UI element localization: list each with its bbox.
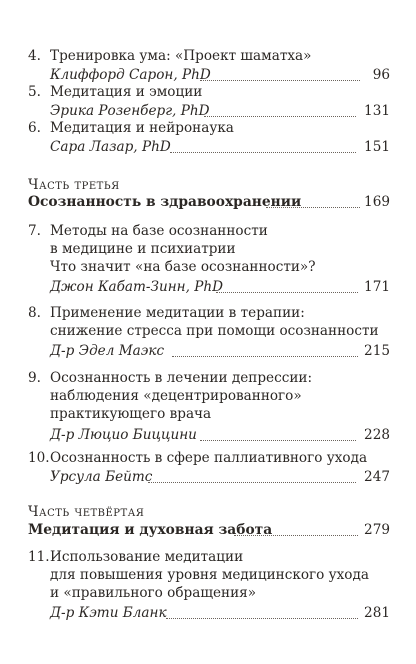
entry-author: Д-р Люцио Биццини (50, 427, 197, 443)
entry-author: Д-р Эдел Маэкс (50, 343, 165, 359)
leader-dots (234, 535, 358, 536)
entry-title: Медитация и нейронаука (50, 120, 234, 136)
entry-number: 8. (28, 305, 41, 321)
entry-title-line: Методы на базе осознанности (50, 223, 268, 239)
entry-page: 247 (364, 469, 390, 485)
entry-title-line: наблюдения «децентрированного» (50, 388, 302, 404)
entry-number: 5. (28, 84, 41, 100)
entry-title-line: снижение стресса при помощи осознанности (50, 323, 379, 339)
entry-title-line: Что значит «на базе осознанности»? (50, 259, 316, 275)
leader-dots (204, 116, 356, 117)
leader-dots (200, 440, 356, 441)
leader-dots (166, 618, 358, 619)
entry-number: 11. (28, 549, 50, 565)
entry-title-line: практикующего врача (50, 406, 212, 422)
entry-author: Клиффорд Сарон, PhD (50, 67, 211, 83)
entry-page: 151 (364, 139, 390, 155)
entry-author: Сара Лазар, PhD (50, 139, 171, 155)
part-label: Часть третья (28, 177, 120, 193)
entry-title-line: для повышения уровня медицинского ухода (50, 567, 369, 583)
leader-dots (170, 152, 356, 153)
entry-number: 6. (28, 120, 41, 136)
part-page: 279 (364, 522, 390, 538)
part-label: Часть четвёртая (28, 504, 145, 520)
entry-page: 228 (364, 427, 390, 443)
part-page: 169 (364, 194, 390, 210)
leader-dots (172, 356, 358, 357)
entry-number: 9. (28, 370, 41, 386)
entry-number: 10. (28, 450, 50, 466)
entry-title-line: Использование медитации (50, 549, 244, 565)
entry-number: 7. (28, 223, 41, 239)
entry-author: Урсула Бейтс (50, 469, 153, 485)
entry-title: Тренировка ума: «Проект шаматха» (50, 48, 312, 64)
leader-dots (148, 482, 356, 483)
leader-dots (266, 207, 360, 208)
entry-author: Джон Кабат-Зинн, PhD (50, 279, 224, 295)
entry-page: 131 (364, 103, 390, 119)
entry-number: 4. (28, 48, 41, 64)
leader-dots (200, 80, 360, 81)
entry-page: 171 (364, 279, 390, 295)
entry-title-line: и «правильного обращения» (50, 585, 257, 601)
part-title: Осознанность в здравоохранении (28, 194, 302, 210)
entry-title-line: в медицине и психиатрии (50, 241, 236, 257)
entry-title: Медитация и эмоции (50, 84, 203, 100)
entry-author: Эрика Розенберг, PhD (50, 103, 210, 119)
entry-author: Д-р Кэти Бланк (50, 605, 167, 621)
entry-page: 281 (364, 605, 390, 621)
part-title: Медитация и духовная забота (28, 522, 273, 538)
entry-title-line: Осознанность в сфере паллиативного ухода (50, 450, 368, 466)
leader-dots (216, 292, 358, 293)
entry-page: 96 (372, 67, 390, 83)
entry-title-line: Применение медитации в терапии: (50, 305, 305, 321)
entry-title-line: Осознанность в лечении депрессии: (50, 370, 313, 386)
entry-page: 215 (364, 343, 390, 359)
